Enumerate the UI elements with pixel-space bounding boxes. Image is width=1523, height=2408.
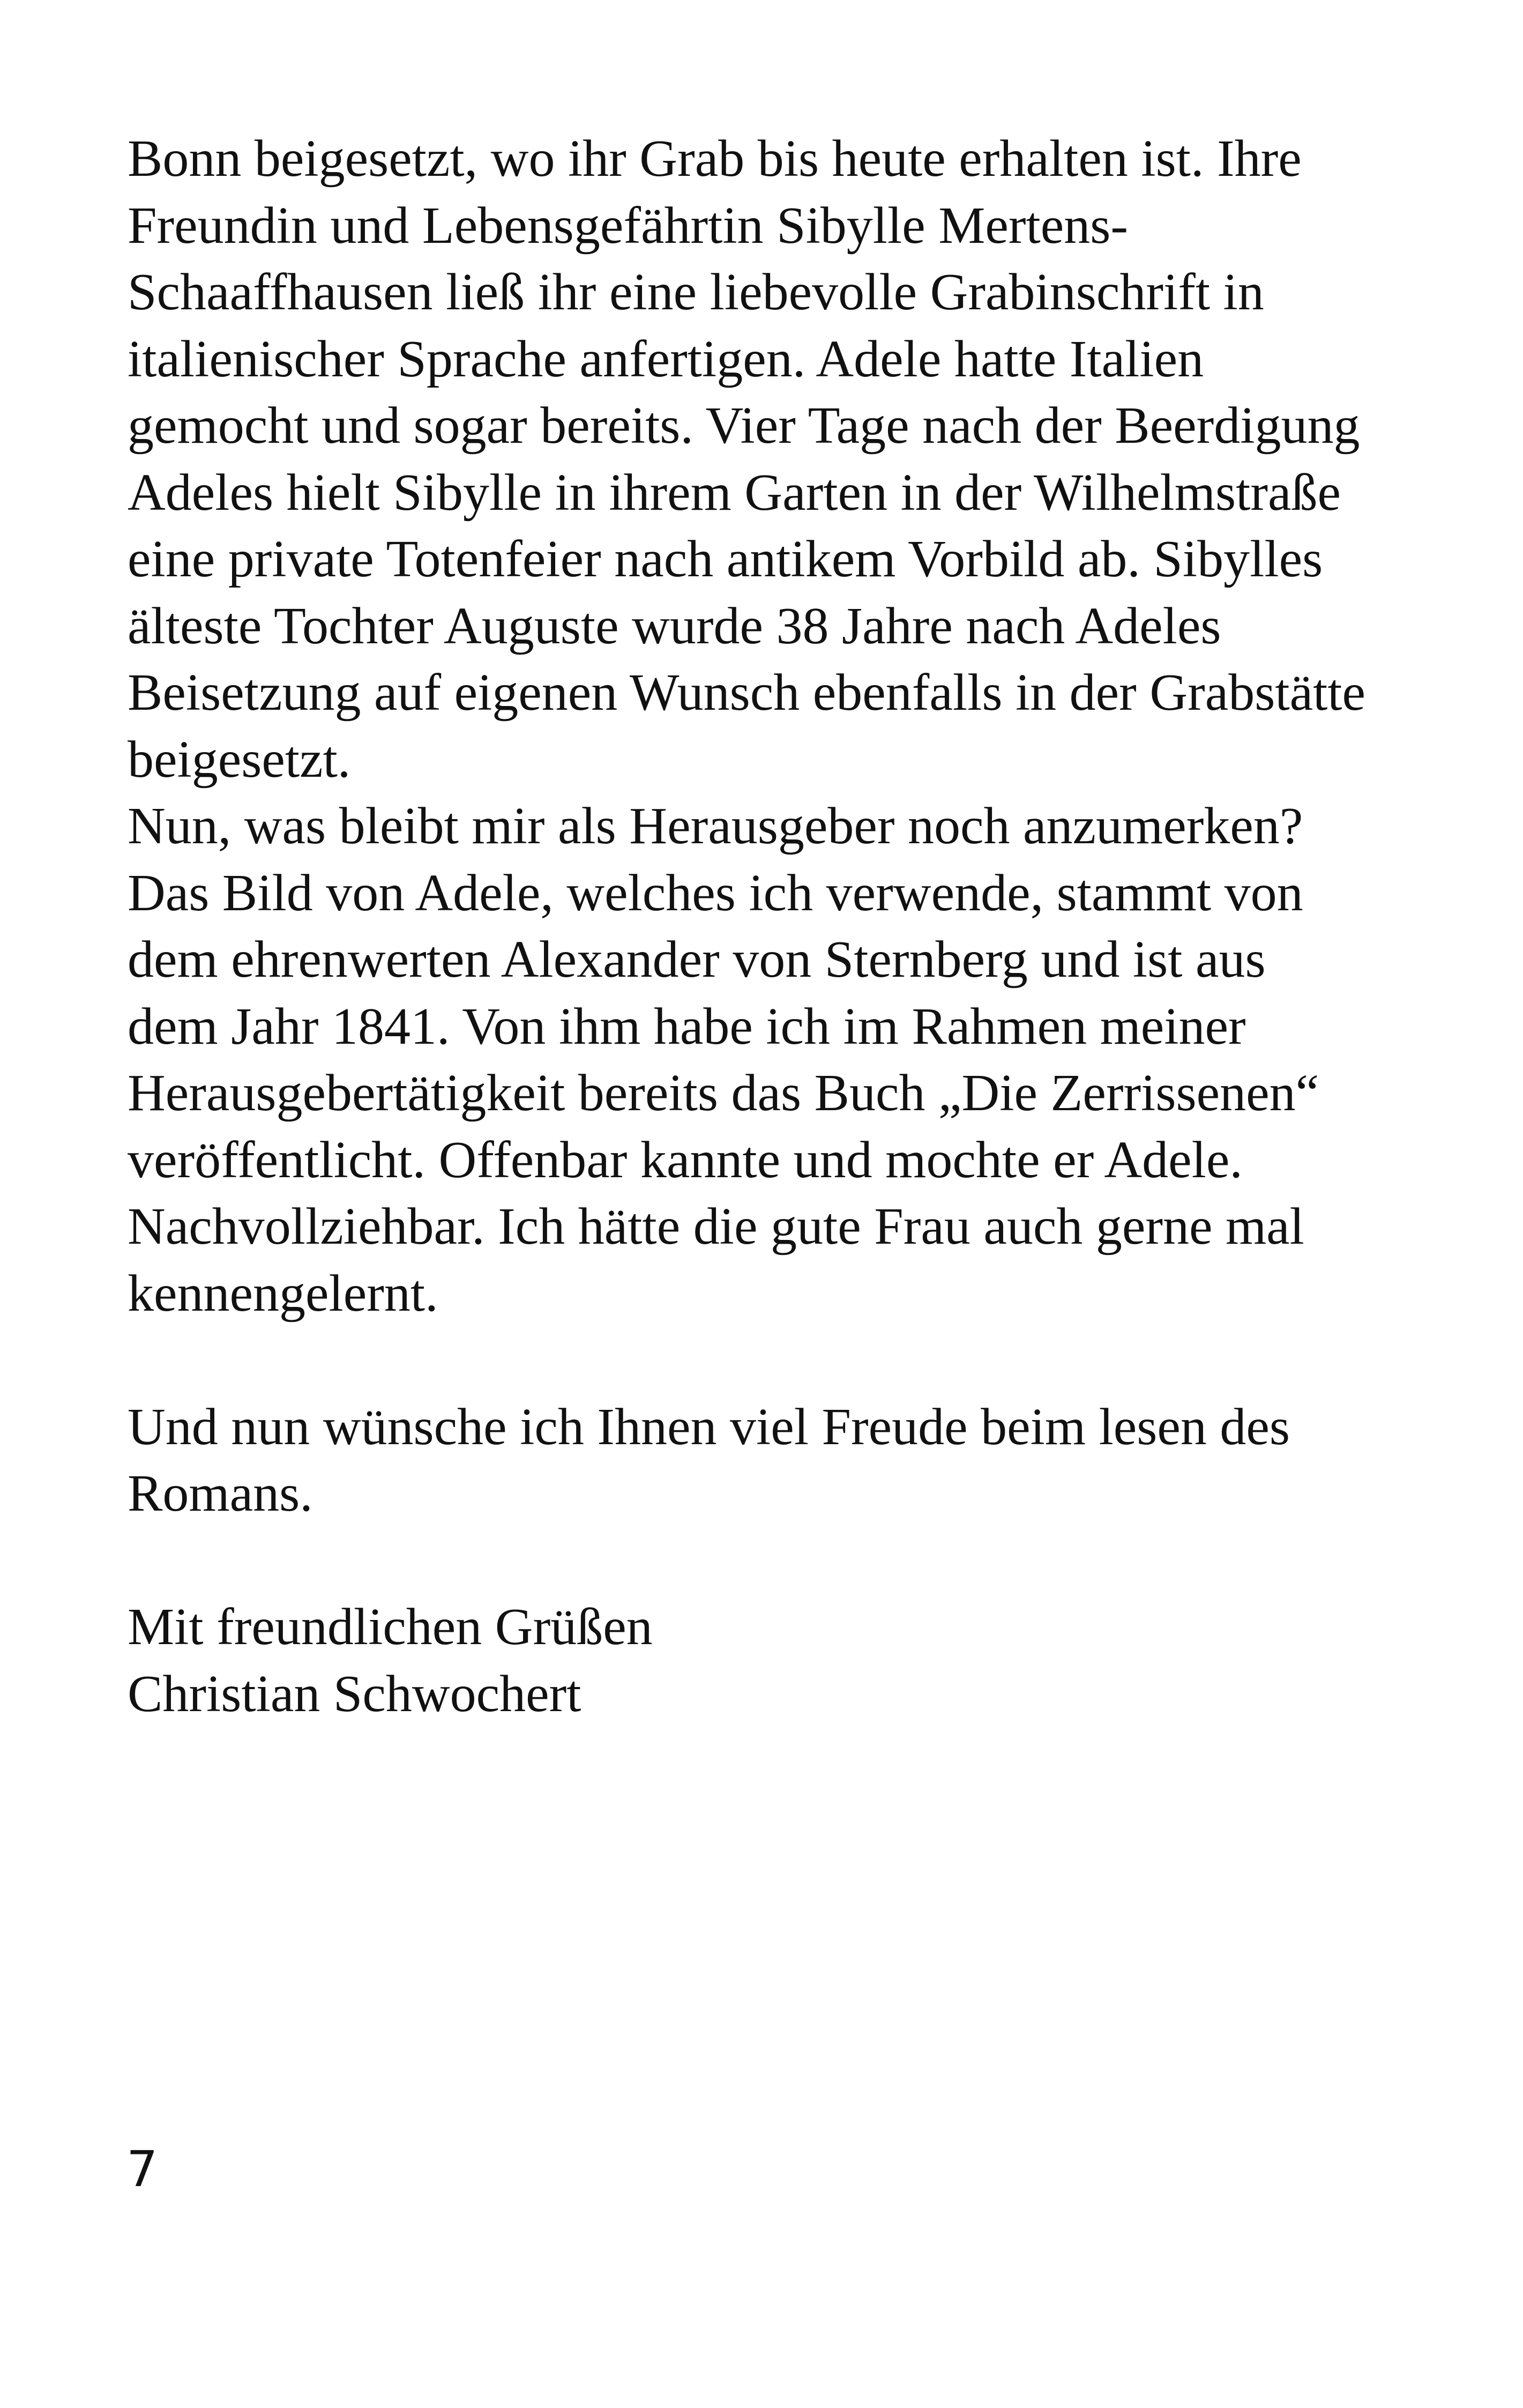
text-line: Das Bild von Adele, welches ich verwende, stammt von — [128, 864, 1303, 922]
page-number: 7 — [126, 2141, 158, 2198]
paragraph-spacer — [128, 1527, 1440, 1594]
text-line: Adeles hielt Sibylle in ihrem Garten in der Wilhelmstraße — [128, 463, 1341, 522]
text-line: italienischer Sprache anfertigen. Adele hatte Italien — [128, 330, 1204, 388]
text-line: Herausgebertätigkeit bereits das Buch „Die Zerrissenen“ — [128, 1064, 1319, 1122]
closing-greeting: Mit freundlichen Grüßen — [128, 1598, 653, 1656]
author-name: Christian Schwochert — [128, 1664, 581, 1723]
text-line: dem ehrenwerten Alexander von Sternberg und ist aus — [128, 931, 1266, 989]
text-line: älteste Tochter Auguste wurde 38 Jahre nach Adeles — [128, 597, 1221, 655]
paragraph-spacer — [128, 1327, 1440, 1394]
text-line: Bonn beigesetzt, wo ihr Grab bis heute erhalten ist. Ihre — [128, 130, 1302, 188]
body-text — [128, 125, 1440, 1727]
text-line: eine private Totenfeier nach antikem Vorbild ab. Sibylles — [128, 530, 1323, 588]
text-line: Beisetzung auf eigenen Wunsch ebenfalls in der Grabstätte — [128, 664, 1366, 722]
paragraph-wish — [128, 1394, 1440, 1527]
text-line: Schaaffhausen ließ ihr eine liebevolle Grabinschrift in — [128, 263, 1264, 321]
text-line: kennengelernt. — [128, 1264, 438, 1322]
text-line: veröffentlicht. Offenbar kannte und mochte er Adele. — [128, 1131, 1243, 1189]
paragraph-editor-note — [128, 793, 1440, 1327]
text-line: Nun, was bleibt mir als Herausgeber noch anzumerken? — [128, 797, 1303, 855]
closing-signature — [128, 1594, 1440, 1727]
paragraph-burial — [128, 125, 1440, 793]
text-line: Und nun wünsche ich Ihnen viel Freude beim lesen des — [128, 1398, 1290, 1456]
text-line: beigesetzt. — [128, 730, 351, 789]
text-line: Nachvollziehbar. Ich hätte die gute Frau auch gerne mal — [128, 1198, 1304, 1255]
text-line: gemocht und sogar bereits. Vier Tage nach der Beerdigung — [128, 397, 1360, 455]
text-line: Freundin und Lebensgefährtin Sibylle Mertens- — [128, 196, 1129, 255]
text-line: dem Jahr 1841. Von ihm habe ich im Rahmen meiner — [128, 997, 1246, 1056]
text-line: Romans. — [128, 1465, 313, 1522]
